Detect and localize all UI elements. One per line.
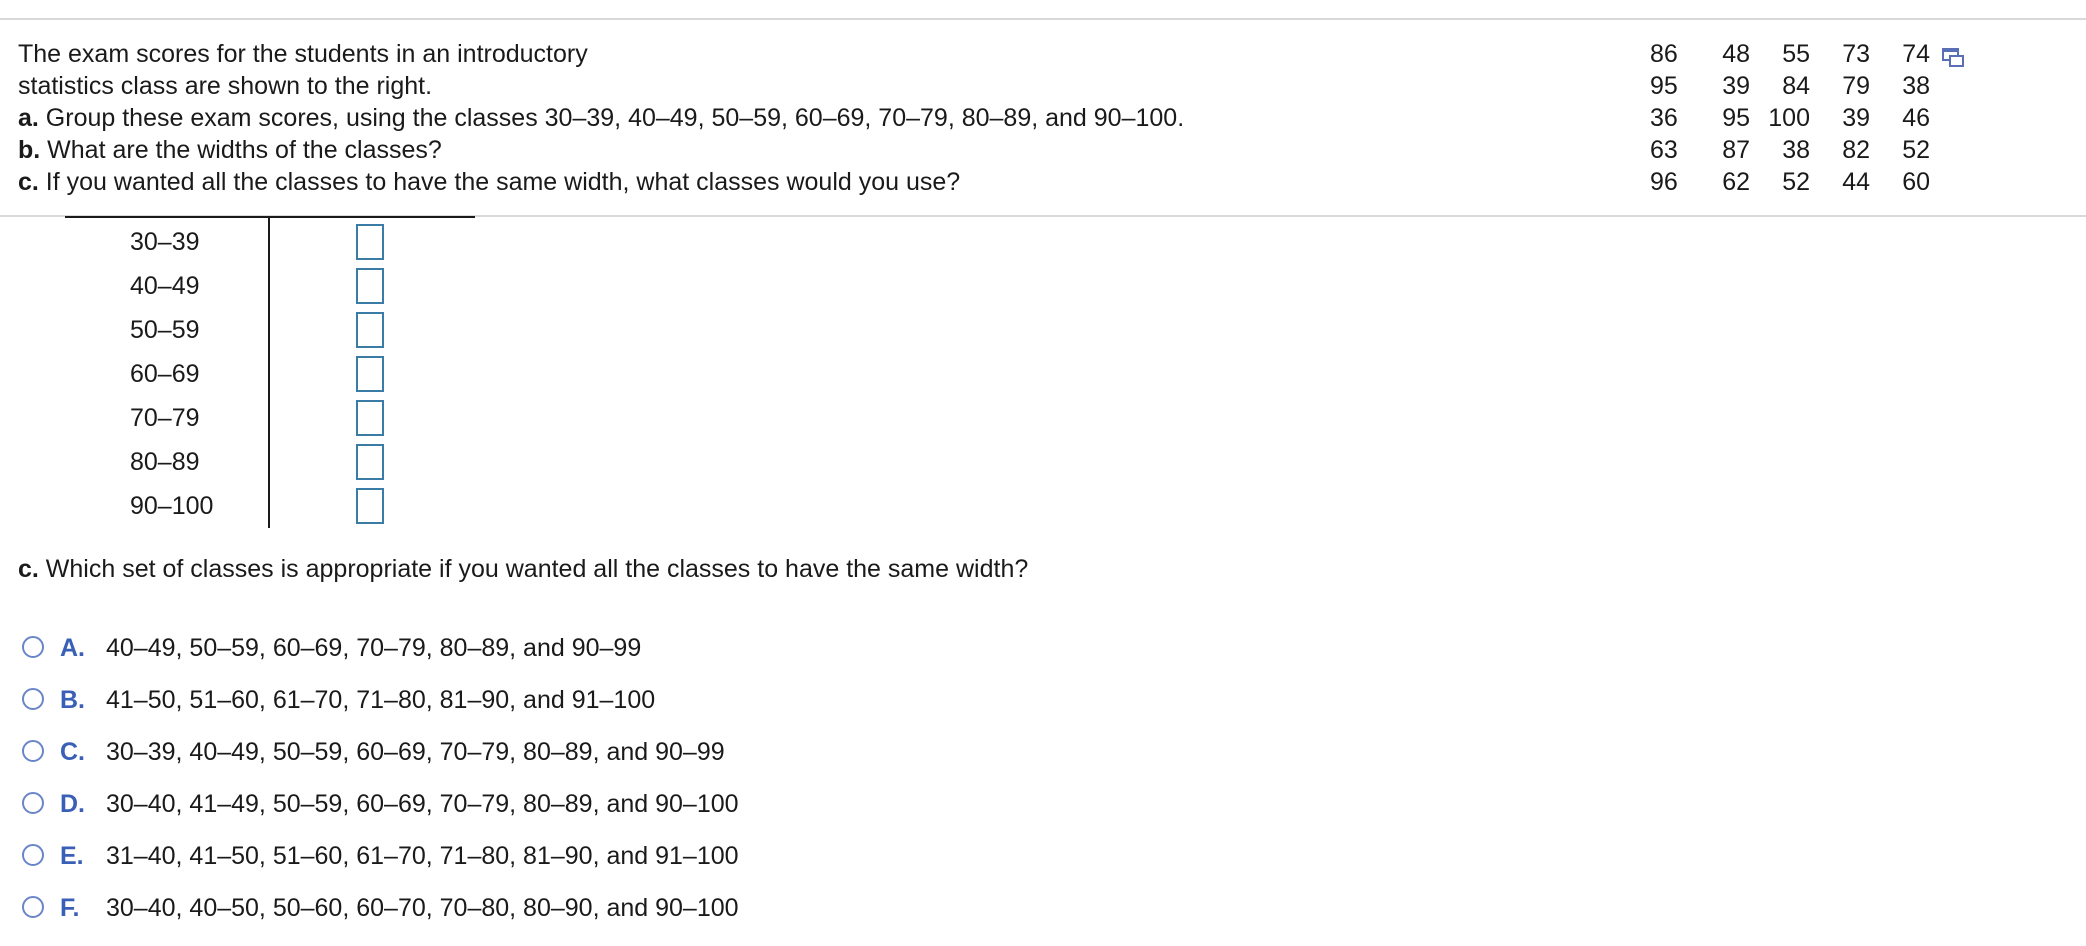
top-divider bbox=[0, 18, 2086, 20]
data-cell: 52 bbox=[1902, 136, 1930, 164]
part-b-label: b. bbox=[18, 136, 41, 164]
option-a[interactable] bbox=[18, 630, 918, 670]
data-cell: 60 bbox=[1902, 168, 1930, 196]
frequency-row bbox=[0, 484, 480, 528]
data-cell: 62 bbox=[1722, 168, 1750, 196]
data-row bbox=[1650, 102, 1930, 134]
option-d[interactable] bbox=[18, 786, 918, 826]
data-cell: 74 bbox=[1902, 40, 1930, 68]
data-row bbox=[1650, 134, 1930, 166]
data-cell: 52 bbox=[1782, 168, 1810, 196]
frequency-input[interactable] bbox=[356, 356, 384, 392]
radio-button[interactable] bbox=[22, 740, 44, 762]
option-letter: F. bbox=[60, 894, 80, 922]
radio-button[interactable] bbox=[22, 636, 44, 658]
question-text bbox=[18, 38, 1578, 198]
copy-icon[interactable] bbox=[1940, 44, 1966, 70]
data-cell: 44 bbox=[1842, 168, 1870, 196]
data-cell: 48 bbox=[1722, 40, 1750, 68]
frequency-input[interactable] bbox=[356, 488, 384, 524]
option-text: 30–40, 40–50, 50–60, 60–70, 70–80, 80–90, and 90–100 bbox=[106, 894, 739, 922]
option-letter: E. bbox=[60, 842, 84, 870]
data-cell: 39 bbox=[1722, 72, 1750, 100]
part-a-text: Group these exam scores, using the classes 30–39, 40–49, 50–59, 60–69, 70–79, 80–89, and 90–100. bbox=[38, 104, 1185, 132]
class-label: 30–39 bbox=[130, 228, 200, 256]
radio-button[interactable] bbox=[22, 844, 44, 866]
frequency-input[interactable] bbox=[356, 224, 384, 260]
part-c-label: c. bbox=[18, 168, 39, 196]
data-cell: 86 bbox=[1650, 40, 1678, 68]
frequency-input[interactable] bbox=[356, 312, 384, 348]
option-letter: B. bbox=[60, 686, 85, 714]
option-text: 40–49, 50–59, 60–69, 70–79, 80–89, and 90–99 bbox=[106, 634, 642, 662]
data-cell: 84 bbox=[1782, 72, 1810, 100]
radio-button[interactable] bbox=[22, 688, 44, 710]
option-e[interactable] bbox=[18, 838, 918, 878]
frequency-row bbox=[0, 308, 480, 352]
class-label: 40–49 bbox=[130, 272, 200, 300]
option-c[interactable] bbox=[18, 734, 918, 774]
option-letter: D. bbox=[60, 790, 85, 818]
data-cell: 38 bbox=[1902, 72, 1930, 100]
data-cell: 95 bbox=[1650, 72, 1678, 100]
option-letter: C. bbox=[60, 738, 85, 766]
data-cell: 96 bbox=[1650, 168, 1678, 196]
part-b-text: What are the widths of the classes? bbox=[40, 136, 442, 164]
class-label: 70–79 bbox=[130, 404, 200, 432]
part-c-question bbox=[18, 553, 1028, 585]
frequency-row bbox=[0, 220, 480, 264]
option-letter: A. bbox=[60, 634, 85, 662]
option-text: 31–40, 41–50, 51–60, 61–70, 71–80, 81–90, and 91–100 bbox=[106, 842, 739, 870]
data-cell: 55 bbox=[1782, 40, 1810, 68]
data-cell: 87 bbox=[1722, 136, 1750, 164]
data-cell: 79 bbox=[1842, 72, 1870, 100]
copy-icon-graphic bbox=[1940, 44, 1966, 70]
frequency-table-top-border bbox=[65, 216, 475, 218]
exam-scores-table bbox=[1650, 38, 1930, 198]
radio-button[interactable] bbox=[22, 792, 44, 814]
class-label: 50–59 bbox=[130, 316, 200, 344]
data-row bbox=[1650, 70, 1930, 102]
data-cell: 82 bbox=[1842, 136, 1870, 164]
frequency-row bbox=[0, 352, 480, 396]
part-c-text: If you wanted all the classes to have the same width, what classes would you use? bbox=[38, 168, 961, 196]
data-cell: 100 bbox=[1768, 104, 1810, 132]
question-line-1: The exam scores for the students in an introductory bbox=[18, 40, 588, 68]
data-cell: 38 bbox=[1782, 136, 1810, 164]
data-cell: 63 bbox=[1650, 136, 1678, 164]
radio-button[interactable] bbox=[22, 896, 44, 918]
data-cell: 39 bbox=[1842, 104, 1870, 132]
class-label: 60–69 bbox=[130, 360, 200, 388]
part-c-question-label: c. bbox=[18, 555, 39, 583]
option-text: 30–39, 40–49, 50–59, 60–69, 70–79, 80–89, and 90–99 bbox=[106, 738, 725, 766]
data-row bbox=[1650, 38, 1930, 70]
option-b[interactable] bbox=[18, 682, 918, 722]
data-row bbox=[1650, 166, 1930, 198]
data-cell: 36 bbox=[1650, 104, 1678, 132]
data-cell: 95 bbox=[1722, 104, 1750, 132]
question-part-c bbox=[18, 166, 1578, 198]
data-cell: 46 bbox=[1902, 104, 1930, 132]
class-label: 80–89 bbox=[130, 448, 200, 476]
frequency-input[interactable] bbox=[356, 268, 384, 304]
class-label: 90–100 bbox=[130, 492, 214, 520]
question-part-b bbox=[18, 134, 1578, 166]
frequency-row bbox=[0, 440, 480, 484]
option-f[interactable] bbox=[18, 890, 918, 930]
frequency-row bbox=[0, 396, 480, 440]
frequency-row bbox=[0, 264, 480, 308]
option-text: 30–40, 41–49, 50–59, 60–69, 70–79, 80–89, and 90–100 bbox=[106, 790, 739, 818]
part-a-label: a. bbox=[18, 104, 39, 132]
part-c-question-text: Which set of classes is appropriate if you wanted all the classes to have the same width? bbox=[38, 555, 1029, 583]
question-part-a bbox=[18, 102, 1578, 134]
question-line-2: statistics class are shown to the right. bbox=[18, 72, 433, 100]
frequency-input[interactable] bbox=[356, 444, 384, 480]
data-cell: 73 bbox=[1842, 40, 1870, 68]
frequency-input[interactable] bbox=[356, 400, 384, 436]
option-text: 41–50, 51–60, 61–70, 71–80, 81–90, and 91–100 bbox=[106, 686, 656, 714]
